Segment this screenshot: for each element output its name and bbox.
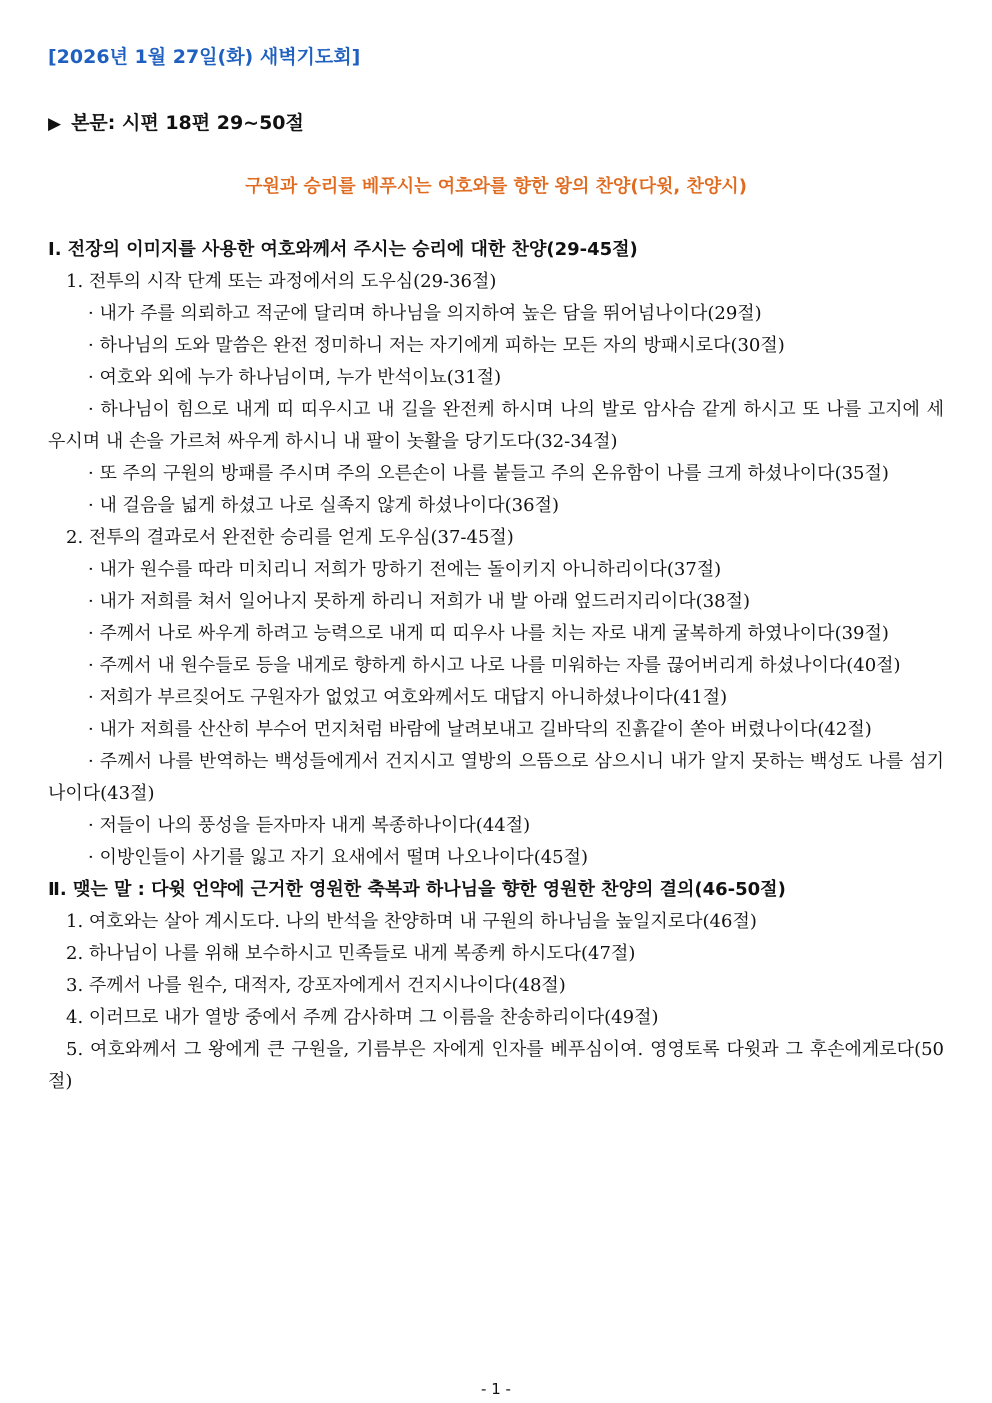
- scripture-text-heading: [48, 108, 304, 135]
- verse-item: · 하나님의 도와 말씀은 완전 정미하니 저는 자기에게 피하는 모든 자의 방패시로다(30절): [88, 335, 785, 356]
- verse-item: · 하나님이 힘으로 내게 띠 띠우시고 내 길을 완전케 하시며 나의 발로 암사슴 같게 하시고 또 나를 고지에 세우시며 내 손을 가르쳐 싸우게 하시니 내 팔이 놋활을 당기도다(32-34절): [48, 399, 944, 452]
- conclusion-point: 5. 여호와께서 그 왕에게 큰 구원을, 기름부은 자에게 인자를 베푸심이여. 영영토록 다윗과 그 후손에게로다(50절): [48, 1039, 944, 1092]
- verse-item: · 이방인들이 사기를 잃고 자기 요새에서 떨며 나오나이다(45절): [88, 847, 589, 868]
- conclusion-point: 3. 주께서 나를 원수, 대적자, 강포자에게서 건지시나이다(48절): [66, 975, 566, 996]
- sermon-title: 구원과 승리를 베푸시는 여호와를 향한 왕의 찬양(다윗, 찬양시): [245, 176, 747, 197]
- verse-item: · 주께서 나를 반역하는 백성들에게서 건지시고 열방의 으뜸으로 삼으시니 내가 알지 못하는 백성도 나를 섬기나이다(43절): [48, 751, 944, 804]
- page-number: - 1 -: [481, 1380, 511, 1398]
- section-2-heading: Ⅱ. 맺는 말 : 다윗 언약에 근거한 영원한 축복과 하나님을 향한 영원한 찬양의 결의(46-50절): [48, 879, 786, 900]
- section-1-heading: Ⅰ. 전장의 이미지를 사용한 여호와께서 주시는 승리에 대한 찬양(29-45절): [48, 239, 638, 260]
- verse-item: · 여호와 외에 누가 하나님이며, 누가 반석이뇨(31절): [88, 367, 502, 388]
- verse-item: · 주께서 내 원수들로 등을 내게로 향하게 하시고 나로 나를 미워하는 자를 끊어버리게 하셨나이다(40절): [88, 655, 901, 676]
- verse-item: · 주께서 나로 싸우게 하려고 능력으로 내게 띠 띠우사 나를 치는 자로 내게 굴복하게 하였나이다(39절): [88, 623, 889, 644]
- scripture-text-label: 본문: 시편 18편 29~50절: [71, 112, 304, 134]
- verse-item: · 내가 원수를 따라 미치리니 저희가 망하기 전에는 돌이키지 아니하리이다(37절): [88, 559, 722, 580]
- verse-item: · 내가 저희를 쳐서 일어나지 못하게 하리니 저희가 내 발 아래 엎드러지리이다(38절): [88, 591, 751, 612]
- verse-item: · 또 주의 구원의 방패를 주시며 주의 오른손이 나를 붙들고 주의 온유함이 나를 크게 하셨나이다(35절): [88, 463, 889, 484]
- verse-item: · 내가 주를 의뢰하고 적군에 달리며 하나님을 의지하여 높은 담을 뛰어넘나이다(29절): [88, 303, 762, 324]
- section-1-sub-1-heading: 1. 전투의 시작 단계 또는 과정에서의 도우심(29-36절): [66, 271, 497, 292]
- conclusion-point: 1. 여호와는 살아 계시도다. 나의 반석을 찬양하며 내 구원의 하나님을 높일지로다(46절): [66, 911, 757, 932]
- section-1-sub-2-heading: 2. 전투의 결과로서 완전한 승리를 얻게 도우심(37-45절): [66, 527, 514, 548]
- conclusion-point: 2. 하나님이 나를 위해 보수하시고 민족들로 내게 복종케 하시도다(47절): [66, 943, 636, 964]
- verse-item: · 저희가 부르짖어도 구원자가 없었고 여호와께서도 대답지 아니하셨나이다(41절): [88, 687, 728, 708]
- sermon-outline: [48, 234, 944, 1098]
- conclusion-point: 4. 이러므로 내가 열방 중에서 주께 감사하며 그 이름을 찬송하리이다(49절): [66, 1007, 659, 1028]
- triangle-bullet-icon: ▶: [48, 114, 62, 134]
- verse-item: · 내가 저희를 산산히 부수어 먼지처럼 바람에 날려보내고 길바닥의 진흙같이 쏟아 버렸나이다(42절): [88, 719, 872, 740]
- verse-item: · 저들이 나의 풍성을 듣자마자 내게 복종하나이다(44절): [88, 815, 531, 836]
- service-date-header: [2026년 1월 27일(화) 새벽기도회]: [48, 46, 361, 68]
- verse-item: · 내 걸음을 넓게 하셨고 나로 실족지 않게 하셨나이다(36절): [88, 495, 559, 516]
